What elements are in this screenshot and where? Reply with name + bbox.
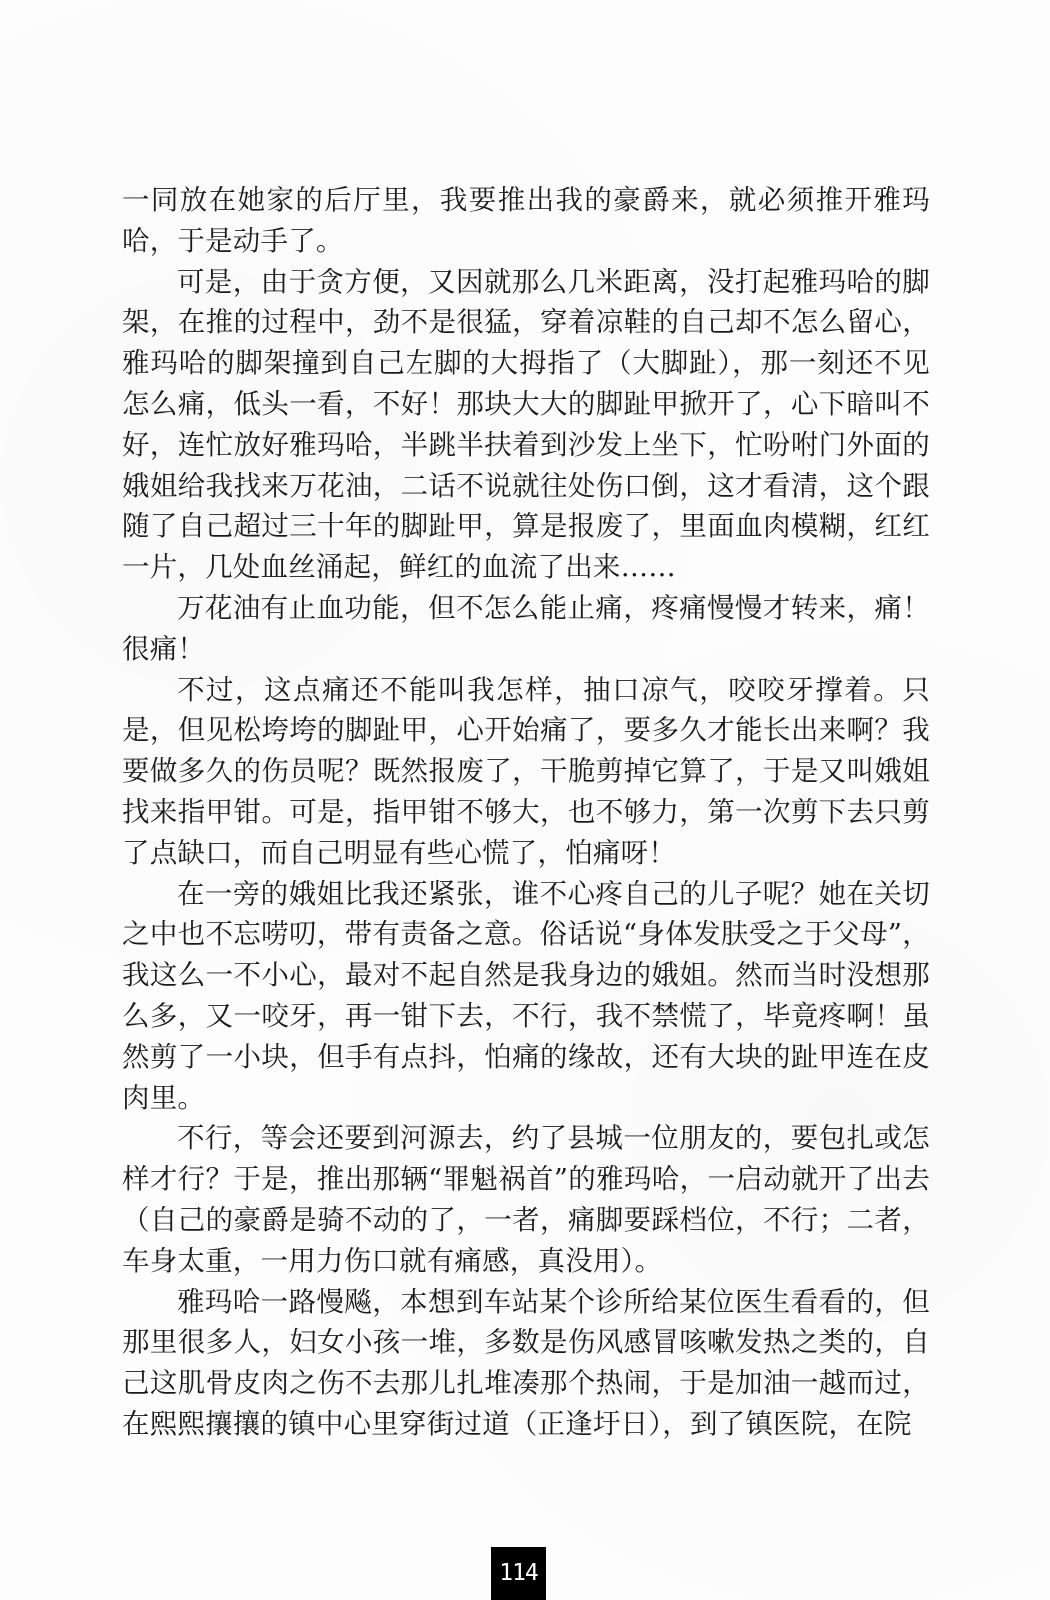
paragraph: 雅玛哈一路慢飚，本想到车站某个诊所给某位医生看看的，但那里很多人，妇女小孩一堆，多数是伤风感冒咳嗽发热之类的，自己这肌骨皮肉之伤不去那儿扎堆凑那个热闹，于是加油一越而过，在熙熙攘攘的镇中心里穿街过道（正逢圩日），到了镇医院，在院 [122,1285,930,1440]
body-text [122,180,930,1445]
paragraph: 不行，等会还要到河源去，约了县城一位朋友的，要包扎或怎样才行？于是，推出那辆“罪魁祸首”的雅玛哈，一启动就开了出去（自己的豪爵是骑不动的了，一者，痛脚要踩档位，不行；二者，车身太重，一用力伤口就有痛感，真没用）。 [122,1122,930,1277]
paragraph: 不过，这点痛还不能叫我怎样，抽口凉气，咬咬牙撑着。只是，但见松垮垮的脚趾甲，心开始痛了，要多久才能长出来啊？我要做多久的伤员呢？既然报废了，干脆剪掉它算了，于是又叫娥姐找来指甲钳。可是，指甲钳不够大，也不够力，第一次剪下去只剪了点缺口，而自己明显有些心慌了，怕痛呀！ [122,673,930,869]
paragraph: 万花油有止血功能，但不怎么能止痛，疼痛慢慢才转来，痛！很痛！ [122,591,930,665]
paragraph: 可是，由于贪方便，又因就那么几米距离，没打起雅玛哈的脚架，在推的过程中，劲不是很猛，穿着凉鞋的自己却不怎么留心，雅玛哈的脚架撞到自己左脚的大拇指了（大脚趾），那一刻还不见怎么痛，低头一看，不好！那块大大的脚趾甲掀开了，心下暗叫不好，连忙放好雅玛哈，半跳半扶着到沙发上坐下，忙吩咐门外面的娥姐给我找来万花油，二话不说就往处伤口倒，这才看清，这个跟随了自己超过三十年的脚趾甲，算是报废了，里面血肉模糊，红红一片，几处血丝涌起，鲜红的血流了出来…… [122,265,930,584]
paragraph: 在一旁的娥姐比我还紧张，谁不心疼自己的儿子呢？她在关切之中也不忘唠叨，带有责备之意。俗话说“身体发肤受之于父母”，我这么一不小心，最对不起自然是我身边的娥姐。然而当时没想那么多，又一咬牙，再一钳下去，不行，我不禁慌了，毕竟疼啊！虽然剪了一小块，但手有点抖，怕痛的缘故，还有大块的趾甲连在皮肉里。 [122,877,930,1114]
paragraph: 一同放在她家的后厅里，我要推出我的豪爵来，就必须推开雅玛哈，于是动手了。 [122,184,930,257]
page-number: 114 [491,1547,546,1600]
